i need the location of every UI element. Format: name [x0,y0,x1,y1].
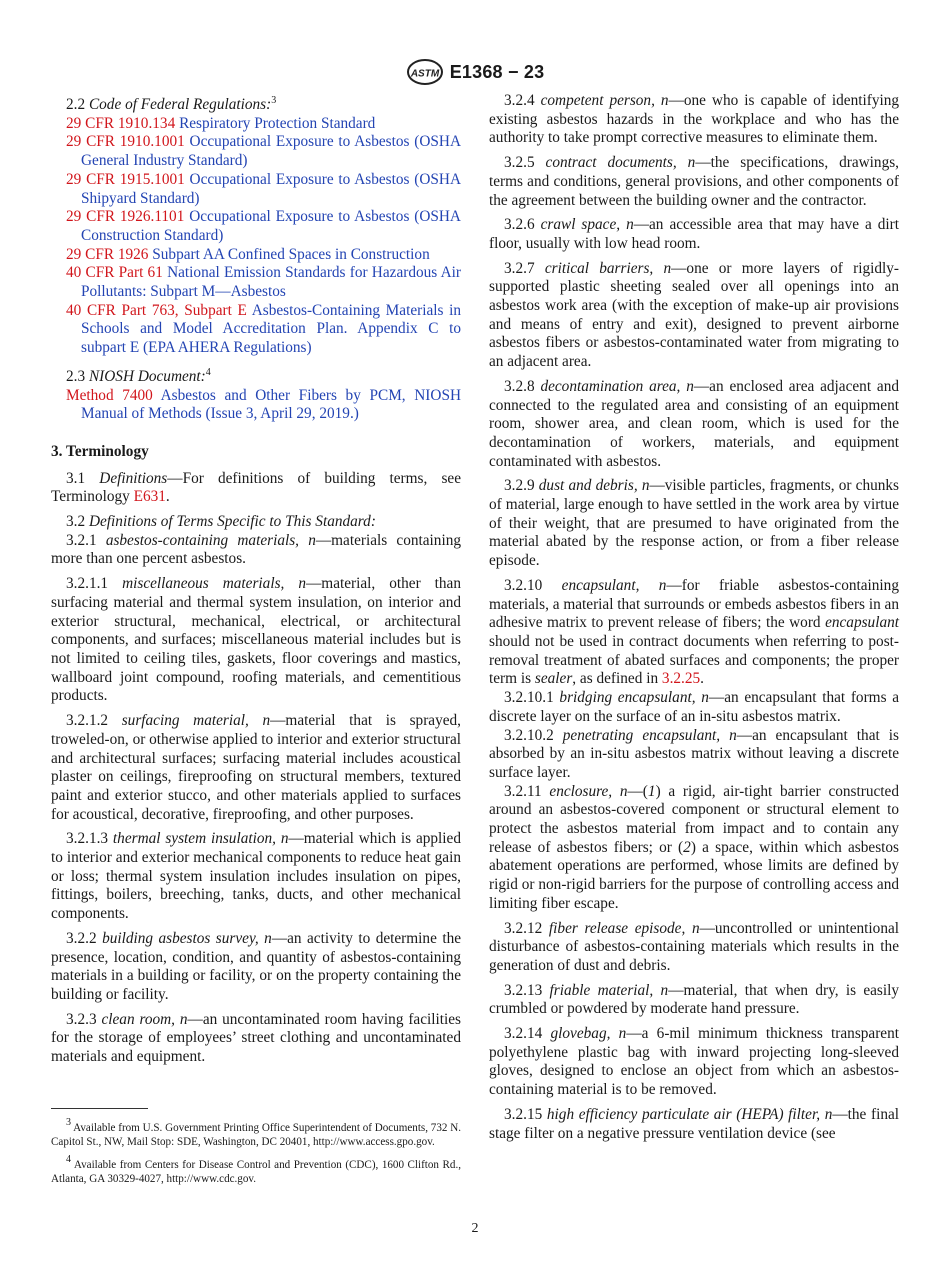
right-column [489,92,899,1149]
astm-logo-icon [406,59,444,85]
section-3-2-25-link[interactable]: 3.2.25 [661,670,701,688]
cfr-reference-code[interactable]: 29 CFR 1910.1001 [66,133,185,151]
footnotes [51,1116,461,1189]
cfr-reference-title[interactable]: National Emission Standards for Hazardous Air Pollutants: Subpart M—Asbestos [81,264,462,301]
cfr-reference[interactable] [66,264,461,301]
cfr-reference-code[interactable]: 40 CFR Part 763, Subpart E [66,301,247,319]
cfr-reference-code[interactable]: 40 CFR Part 61 [66,264,163,282]
definition-3-2-10-1: 3.2.10.1 bridging encapsulant, n—an encapsulant that forms a discrete layer on the surface of an in-situ asbestos matrix. [489,689,899,725]
definition-3-2-8: 3.2.8 decontamination area, n—an enclosed area adjacent and connected to the regulated area and consisting of an equipment room, shower area, and clean room, which is used for the decontamination of workers, materials, and equipment contaminated with asbestos. [489,377,899,470]
definition-3-2-11: 3.2.11 enclosure, n—(1) a rigid, air-tight barrier constructed around an asbestos-covered component or structural element to protect the asbestos material from impact and to contain any release of asbestos fibers; or (2) a space, within which asbestos abatement operations are performed, whose limits are defined by rigid or non-rigid barriers for the purpose of controlling access and limiting fiber escape. [489,782,900,912]
section-heading: 3. Terminology [51,442,149,460]
page-number: 2 [471,1221,479,1236]
cfr-reference-title[interactable]: Occupational Exposure to Asbestos (OSHA Shipyard Standard) [81,170,461,207]
page-header [0,58,950,86]
cfr-reference-title[interactable]: Occupational Exposure to Asbestos (OSHA Construction Standard) [81,208,461,244]
e631-link[interactable]: E631 [133,488,166,506]
definition-3-2-2: 3.2.2 building asbestos survey, n—an activity to determine the presence, location, condition, and quantity of asbestos-containing materials in a building or facility, or on the property containing the building or facility. [51,929,462,1003]
definition-3-2-1-2: 3.2.1.2 surfacing material, n—material that is sprayed, troweled-on, or otherwise applied to interior and exterior structural and architectural surfaces; surfacing material includes acoustical plaster on ceilings, fireproofing on structural members, textured paint and exterior stucco, and other materials applied to surfaces for acoustical, decorative, fireproofing, and other purposes. [51,712,462,823]
definition-3-2-10-2: 3.2.10.2 penetrating encapsulant, n—an encapsulant that is absorbed by an in-situ asbestos matrix without leaving a discrete surface layer. [489,726,899,781]
definition-3-2: 3.2 Definitions of Terms Specific to This Standard: [66,513,376,531]
definition-3-2-1-1: 3.2.1.1 miscellaneous materials, n—material, other than surfacing material and thermal system insulation, on interior and exterior structural, mechanical, electrical, or architectural components, and surfaces; miscellaneous material includes but is not limited to ceiling tiles, gaskets, floor coverings and mastics, wallboard joint compound, roofing materials, and cementitious products. [51,575,461,705]
definition-3-2-10: 3.2.10 encapsulant, n—for friable asbestos-containing materials, a material that surrounds or embeds asbestos fibers in an adhesive matrix to prevent release of fibers; the word encapsulant should not be used in contract documents when referring to post-removal treatment of abated surfaces and components; the proper term is sealer, as defined in 3.2.25. [489,576,899,688]
definition-3-2-12: 3.2.12 fiber release episode, n—uncontrolled or unintentional disturbance of asbestos-containing materials which results in the generation of dust and debris. [489,919,900,974]
footnote-4: 4 Available from Centers for Disease Control and Prevention (CDC), 1600 Clifton Rd., Atlanta, GA 30329-4027, http://www.cdc.gov. [51,1153,461,1185]
footnote-3: 3 Available from U.S. Government Printing Office Superintendent of Documents, 732 N. Capitol St., NW, Mail Stop: SDE, Washington, DC 20401, http://www.access.gpo.gov. [51,1117,461,1149]
cfr-reference[interactable] [66,115,461,134]
definition-3-2-3: 3.2.3 clean room, n—an uncontaminated room having facilities for the storage of employees’ street clothing and uncontaminated materials and equipment. [51,1010,461,1066]
footnote-rule [51,1108,148,1109]
cfr-reference-code[interactable]: 29 CFR 1926 [66,245,149,263]
definition-3-2-6: 3.2.6 crawl space, n—an accessible area that may have a dirt floor, usually with low head room. [489,216,900,252]
definition-3-2-1: 3.2.1 asbestos-containing materials, n—materials containing more than one percent asbestos. [51,531,461,568]
niosh-heading: 2.3 NIOSH Document:$^4$ [66,366,211,385]
cfr-reference[interactable] [66,246,461,265]
definition-3-1: 3.1 Definitions—For definitions of building terms, see Terminology E631. [51,469,461,506]
cfr-reference[interactable] [66,171,461,208]
cfr-reference-code[interactable]: 29 CFR 1910.134 [66,114,176,132]
cfr-reference-code[interactable]: 29 CFR 1915.1001 [66,170,185,188]
definition-3-2-1-3: 3.2.1.3 thermal system insulation, n—material which is applied to interior and exterior mechanical components to reduce heat gain or loss; thermal system insulation includes insulation on pipes, fittings, boilers, breeching, tanks, ducts, and other mechanical components. [51,830,461,923]
cfr-reference[interactable] [66,208,461,245]
cfr-reference-title[interactable]: Subpart AA Confined Spaces in Construction [152,245,430,263]
cfr-reference-code[interactable]: 29 CFR 1926.1101 [66,208,185,226]
standard-code: E1368 − 23 [449,61,545,82]
svg-text:ASTM: ASTM [410,68,439,80]
cfr-reference-title[interactable]: Occupational Exposure to Asbestos (OSHA General Industry Standard) [81,133,461,170]
definition-3-2-9: 3.2.9 dust and debris, n—visible particles, fragments, or chunks of material, large enough to have settled in the work area by virtue of their weight, that are presumed to have originated from the material abated by the response action, or from a fiber release episode. [489,477,899,570]
definition-3-2-7: 3.2.7 critical barriers, n—one or more layers of rigidly-supported plastic sheeting sealed over all openings into an asbestos work area (with the exception of make-up air provisions and means of entry and exit), designed to prevent airborne asbestos fibers or asbestos-contaminated water from migrating to an adjacent area. [489,259,900,371]
cfr-reference-list [51,115,461,358]
definition-3-2-5: 3.2.5 contract documents, n—the specifications, drawings, terms and conditions, general provisions, and other components of the agreement between the building owner and the contractor. [489,154,900,209]
definition-3-2-15: 3.2.15 high efficiency particulate air (HEPA) filter, n—the final stage filter on a negative pressure ventilation device (see [489,1105,900,1142]
definition-3-2-13: 3.2.13 friable material, n—material, that when dry, is easily crumbled or powdered by moderate hand pressure. [489,981,900,1018]
definition-3-2-14: 3.2.14 glovebag, n—a 6-mil minimum thickness transparent polyethylene plastic bag with inward projecting long-sleeved gloves, designed to enclose an object from which an asbestos-containing material is to be removed. [489,1025,899,1099]
niosh-reference[interactable]: Method 7400 Asbestos and Other Fibers by PCM, NIOSH Manual of Methods (Issue 3, April 29, 2019.) [66,386,461,423]
definition-3-2-4: 3.2.4 competent person, n—one who is capable of identifying existing asbestos hazards in the workplace and who has the authority to take prompt corrective measures to eliminate them. [489,92,900,147]
cfr-reference-title[interactable]: Respiratory Protection Standard [179,114,376,132]
cfr-reference[interactable] [66,302,461,358]
cfr-reference-title[interactable]: Asbestos-Containing Materials in Schools and Model Accreditation Plan. Appendix C to subpart E (EPA AHERA Regulations) [81,301,462,357]
left-column [51,92,461,1073]
cfr-reference[interactable] [66,133,461,170]
cfr-heading: 2.2 Code of Federal Regulations:$^3$ [66,95,277,113]
